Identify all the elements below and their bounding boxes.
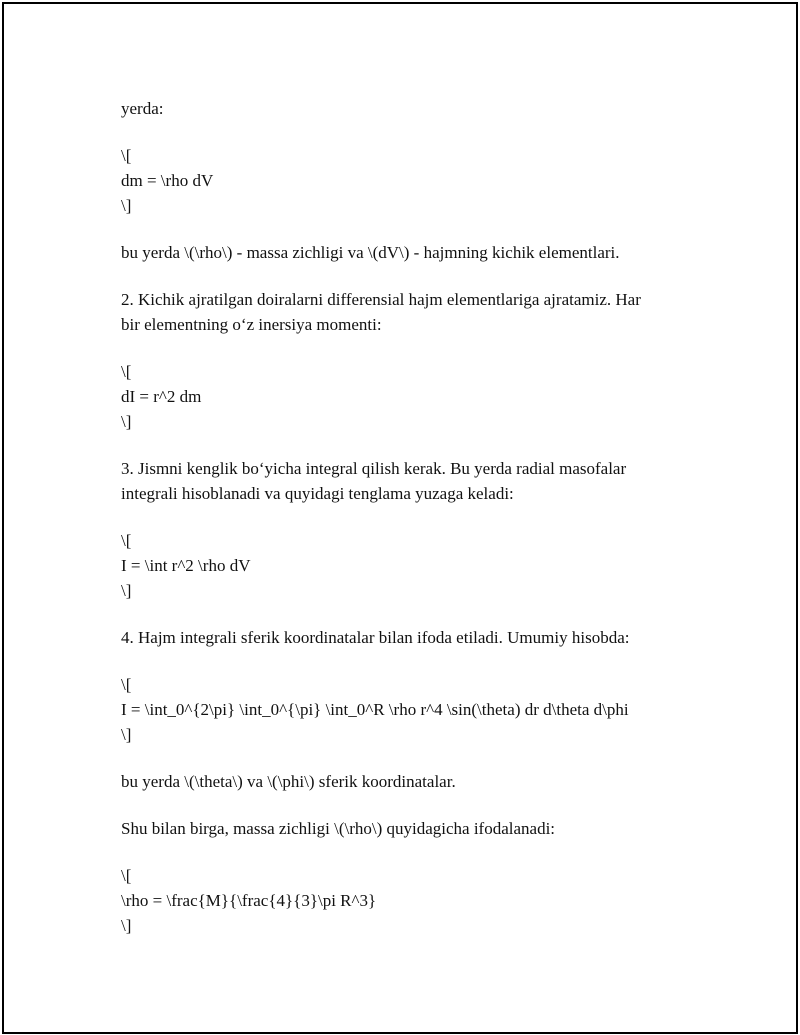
equation-di — [121, 359, 701, 434]
text-line: bir elementning o‘z inersiya momenti: — [121, 315, 382, 334]
paragraph-step-4 — [121, 625, 701, 650]
equation-i — [121, 528, 701, 603]
text-line: yerda: — [121, 99, 164, 118]
equation-open: \[ — [121, 531, 132, 550]
equation-close: \] — [121, 725, 132, 744]
equation-body: I = \int r^2 \rho dV — [121, 556, 251, 575]
equation-body: I = \int_0^{2\pi} \int_0^{\pi} \int_0^R \rho r^4 \sin(\theta) dr d\theta d\phi — [121, 700, 629, 719]
equation-body: dI = r^2 dm — [121, 387, 202, 406]
paragraph-spherical-coords — [121, 769, 701, 794]
equation-dm — [121, 143, 701, 218]
document-page — [2, 2, 798, 1034]
paragraph-step-3 — [121, 456, 701, 506]
equation-open: \[ — [121, 866, 132, 885]
paragraph-intro — [121, 96, 701, 121]
text-line: bu yerda \(\rho\) - massa zichligi va \(dV\) - hajmning kichik elementlari. — [121, 243, 620, 262]
text-line: 2. Kichik ajratilgan doiralarni differensial hajm elementlariga ajratamiz. Har — [121, 290, 641, 309]
document-body — [121, 96, 701, 960]
equation-close: \] — [121, 581, 132, 600]
equation-open: \[ — [121, 362, 132, 381]
text-line: Shu bilan birga, massa zichligi \(\rho\) quyidagicha ifodalanadi: — [121, 819, 556, 838]
text-line: integrali hisoblanadi va quyidagi tenglama yuzaga keladi: — [121, 484, 514, 503]
paragraph-density-def — [121, 240, 701, 265]
equation-open: \[ — [121, 146, 132, 165]
equation-close: \] — [121, 916, 132, 935]
equation-open: \[ — [121, 675, 132, 694]
equation-rho — [121, 863, 701, 938]
equation-close: \] — [121, 412, 132, 431]
paragraph-density-expression — [121, 816, 701, 841]
text-line: 4. Hajm integrali sferik koordinatalar bilan ifoda etiladi. Umumiy hisobda: — [121, 628, 630, 647]
equation-close: \] — [121, 196, 132, 215]
equation-body: \rho = \frac{M}{\frac{4}{3}\pi R^3} — [121, 891, 377, 910]
equation-triple-integral — [121, 672, 701, 747]
text-line: bu yerda \(\theta\) va \(\phi\) sferik koordinatalar. — [121, 772, 456, 791]
paragraph-step-2 — [121, 287, 701, 337]
text-line: 3. Jismni kenglik bo‘yicha integral qilish kerak. Bu yerda radial masofalar — [121, 459, 627, 478]
equation-body: dm = \rho dV — [121, 171, 214, 190]
